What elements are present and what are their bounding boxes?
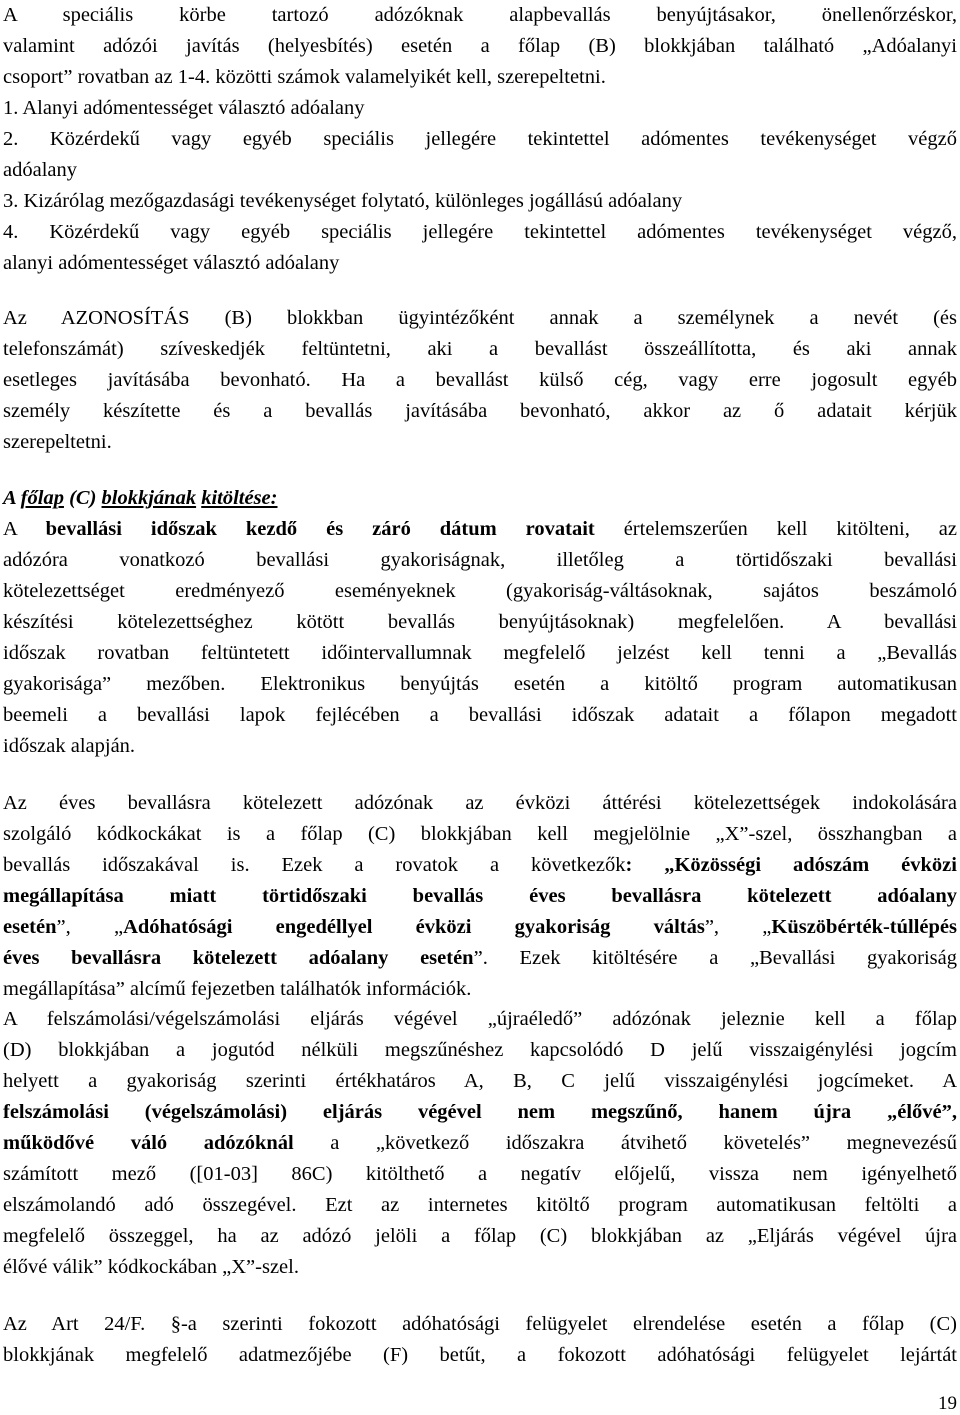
intro-paragraph [3,0,957,93]
intro-line: csoport” rovatban az 1-4. közötti számok valamelyikét kell, szerepeltetni. [3,66,606,88]
paragraph-line: helyett a gyakoriság szerinti értékhatáros A, B, C jelű visszaigénylési jogcímeket. A [3,1070,957,1092]
paragraph-line: megállapítása miatt törtidőszaki bevallás éves bevallásra kötelezett adóalany [3,885,957,907]
intro-line: A speciális körbe tartozó adózóknak alapbevallás benyújtásakor, önellenőrzéskor, [3,4,957,26]
list-item: adóalany [3,159,77,181]
azonositas-paragraph [3,303,957,458]
paragraph-line: számított mező ([01-03] 86C) kitölthető a negatív előjelű, vissza nem igényelhető [3,1163,957,1185]
list-item: 4. Közérdekű vagy egyéb speciális jellegére tekintettel adómentes tevékenységet végző, [3,221,957,243]
paragraph-line: kötelezettséget eredményező eseményeknek (gyakoriság-váltásoknak, sajátos beszámoló [3,580,957,602]
page-number: 19 [938,1393,957,1414]
art-paragraph [3,1309,957,1371]
paragraph-line: megállapítása” alcímű fejezetben találhatók információk. [3,978,472,1000]
list-item: alanyi adómentességet választó adóalany [3,252,340,274]
paragraph-line: (D) blokkjában a jogutód nélküli megszűnéshez kapcsolódó D jelű visszaigénylési jogcím [3,1039,957,1061]
paragraph-line: készítési kötelezettséghez kötött bevallás benyújtásoknak) megfelelően. A bevallási [3,611,957,633]
paragraph-line: megfelelő összeggel, ha az adózó jelöli a főlap (C) blokkjában az „Eljárás végével újra [3,1225,957,1247]
paragraph-line: esetleges javításába bevonható. Ha a bevallást külső cég, vagy erre jogosult egyéb [3,369,957,391]
list-item: 3. Kizárólag mezőgazdasági tevékenységet folytató, különleges jogállású adóalany [3,190,683,212]
paragraph-line: időszak alapján. [3,735,136,757]
paragraph-line: működővé váló adózóknál a „következő időszakra átvihető követelés” megnevezésű [3,1132,958,1154]
intro-line: valamint adózói javítás (helyesbítés) esetén a főlap (B) blokkjában található „Adóalanyi [3,35,957,57]
paragraph-line: személy készítette és a bevallás javításába bevonható, akkor az ő adatait kérjük [3,400,957,422]
paragraph-line: beemeli a bevallási lapok fejlécében a bevallási időszak adatait a főlapon megadott [3,704,957,726]
paragraph-line: Az éves bevallásra kötelezett adózónak az évközi áttérési kötelezettségek indokolására [3,792,957,814]
paragraph-line: telefonszámát) szíveskedjék feltüntetni, aki a bevallást összeállította, és aki annak [3,338,957,360]
list-item: 2. Közérdekű vagy egyéb speciális jellegére tekintettel adómentes tevékenységet végző [3,128,957,150]
section-heading: A főlap (C) blokkjának kitöltése: [3,487,278,509]
paragraph-line: időszak rovatban feltüntetett időintervallumnak megfelelő jelzést kell tenni a „Bevallás [3,642,957,664]
list-item: 1. Alanyi adómentességet választó adóalany [3,97,365,119]
paragraph-line: adózóra vonatkozó bevallási gyakoriságnak, illetőleg a törtidőszaki bevallási [3,549,957,571]
paragraph-line: blokkjának megfelelő adatmezőjébe (F) betűt, a fokozott adóhatósági felügyelet lejártát [3,1344,957,1366]
adoalanyi-csoport-list [3,93,957,279]
paragraph-line: gyakorisága” mezőben. Elektronikus benyújtás esetén a kitöltő program automatikusan [3,673,957,695]
felszamolas-paragraph [3,1004,957,1283]
paragraph-line: A felszámolási/végelszámolási eljárás végével „újraéledő” adózónak jeleznie kell a főlap [3,1008,957,1030]
paragraph-line: élővé válik” kódkockában „X”-szel. [3,1256,299,1278]
paragraph-line: Az AZONOSÍTÁS (B) blokkban ügyintézőként annak a személynek a nevét (és [3,307,957,329]
eves-paragraph [3,788,957,1005]
paragraph-line: felszámolási (végelszámolási) eljárás végével nem megszűnő, hanem újra „élővé”, [3,1101,957,1123]
paragraph-line: esetén”, „Adóhatósági engedéllyel évközi gyakoriság váltás”, „Küszöbérték-túllépés [3,916,957,938]
paragraph-line: bevallás időszakával is. Ezek a rovatok a következők: „Közösségi adószám évközi [3,854,957,876]
section-c [3,483,957,762]
paragraph-line: Az Art 24/F. §-a szerinti fokozott adóhatósági felügyelet elrendelése esetén a főlap (C) [3,1313,957,1335]
paragraph-line: A bevallási időszak kezdő és záró dátum rovatait értelemszerűen kell kitölteni, az [3,518,957,540]
paragraph-line: éves bevallásra kötelezett adóalany esetén”. Ezek kitöltésére a „Bevallási gyakoriság [3,947,957,969]
paragraph-line: szolgáló kódkockákat is a főlap (C) blokkjában kell megjelölnie „X”-szel, összhangban a [3,823,957,845]
paragraph-line: szerepeltetni. [3,431,112,453]
paragraph-line: elszámolandó adó összegével. Ezt az internetes kitöltő program automatikusan feltölti a [3,1194,957,1216]
